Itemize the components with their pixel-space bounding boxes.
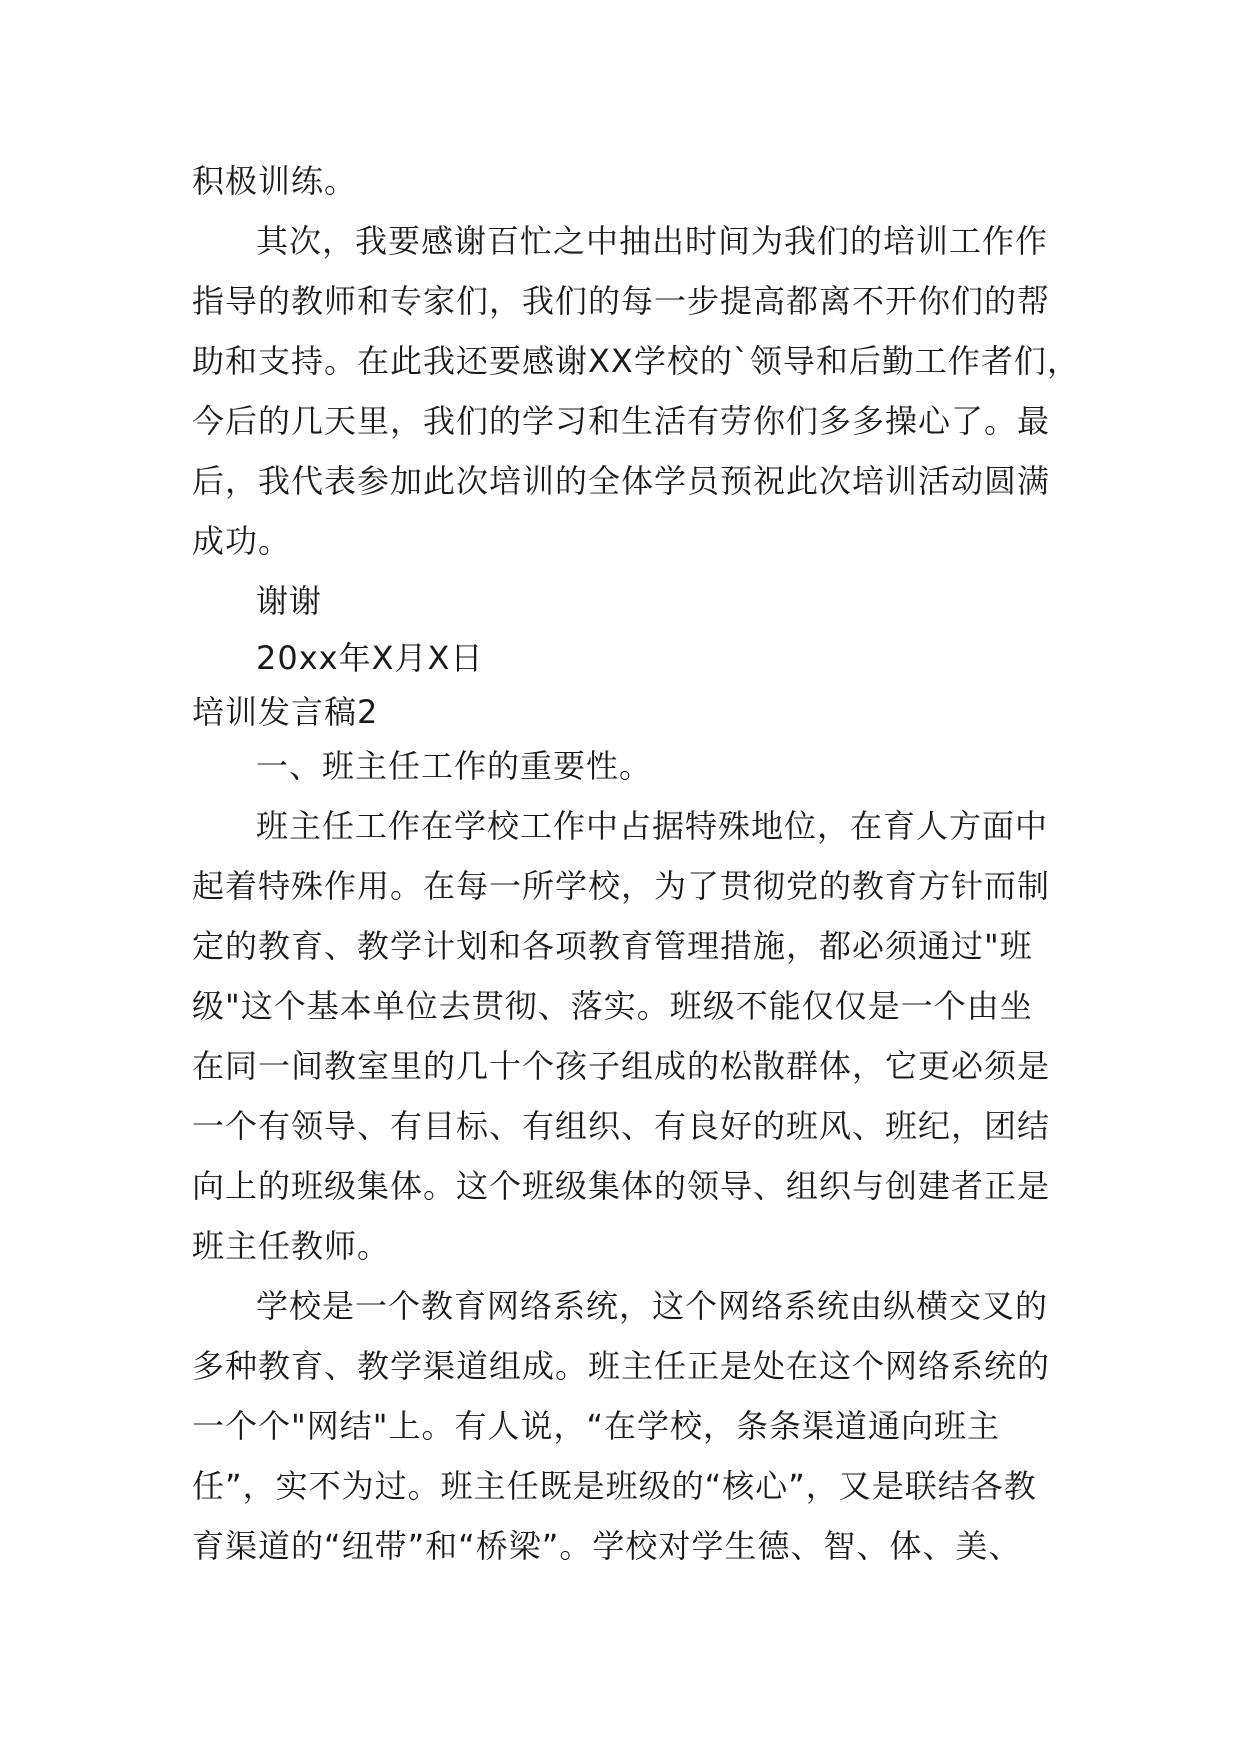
text-line: 多种教育、教学渠道组成。班主任正是处在这个网络系统的	[192, 1347, 1051, 1385]
text-line: 级"这个基本单位去贯彻、落实。班级不能仅仅是一个由坐	[192, 987, 1033, 1025]
text-line: 成功。	[192, 522, 292, 560]
text-line: 今后的几天里，我们的学习和生活有劳你们多多操心了。最	[192, 402, 1051, 440]
text-line: 其次，我要感谢百忙之中抽出时间为我们的培训工作作	[256, 222, 1049, 260]
text-line: 谢谢	[256, 582, 323, 620]
date-line: 20xx年X月X日	[256, 639, 484, 677]
text-line: 班主任工作在学校工作中占据特殊地位，在育人方面中	[256, 807, 1049, 845]
text-line: 一个个"网结"上。有人说，“在学校，条条渠道通向班主	[192, 1407, 1001, 1445]
text-line: 助和支持。在此我还要感谢XX学校的`领导和后勤工作者们，	[192, 342, 1080, 380]
text-line: 班主任教师。	[192, 1227, 391, 1265]
text-line: 一个有领导、有目标、有组织、有良好的班风、班纪，团结	[192, 1107, 1051, 1145]
text-line: 在同一间教室里的几十个孩子组成的松散群体，它更必须是	[192, 1047, 1051, 1085]
subheading: 一、班主任工作的重要性。	[256, 747, 653, 785]
text-line: 向上的班级集体。这个班级集体的领导、组织与创建者正是	[192, 1167, 1051, 1205]
text-line: 定的教育、教学计划和各项教育管理措施，都必须通过"班	[192, 927, 1033, 965]
text-line: 后，我代表参加此次培训的全体学员预祝此次培训活动圆满	[192, 462, 1051, 500]
section-heading: 培训发言稿2	[192, 693, 379, 731]
text-line: 任”，实不为过。班主任既是班级的“核心”，又是联结各教	[192, 1467, 1037, 1505]
text-line: 积极训练。	[192, 162, 358, 200]
text-line: 起着特殊作用。在每一所学校，为了贯彻党的教育方针而制	[192, 867, 1051, 905]
text-line: 指导的教师和专家们，我们的每一步提高都离不开你们的帮	[192, 282, 1051, 320]
text-line: 育渠道的“纽带”和“桥梁”。学校对学生德、智、体、美、	[192, 1527, 1022, 1565]
text-line: 学校是一个教育网络系统，这个网络系统由纵横交叉的	[256, 1287, 1049, 1325]
